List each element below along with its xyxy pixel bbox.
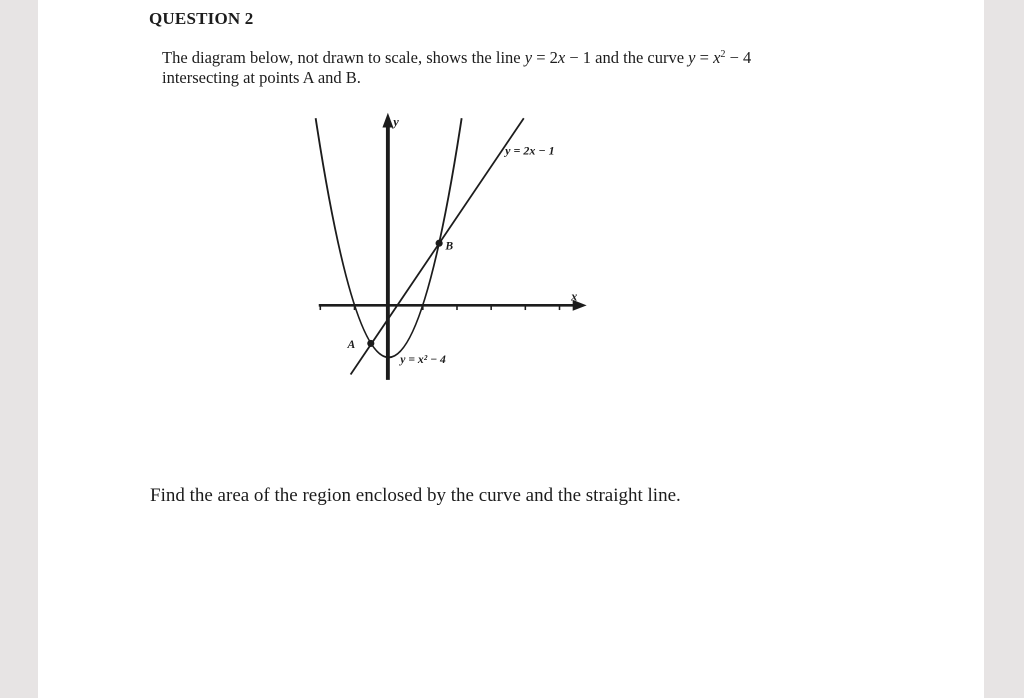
intro-line-1 <box>162 48 751 68</box>
math-var-y: y <box>524 48 533 67</box>
question-title: QUESTION 2 <box>149 9 254 28</box>
curve-equation-label: y = x² − 4 <box>400 352 446 366</box>
point-b-dot <box>436 240 443 247</box>
y-axis-label: y <box>393 114 399 129</box>
intro-text-segment: The diagram below, not drawn to scale, shows the line <box>162 48 525 67</box>
line-equation-label: y = 2x − 1 <box>505 143 555 158</box>
math-superscript-2: 2 <box>720 49 726 61</box>
figure-diagram <box>260 105 640 470</box>
y-axis-arrowhead-icon <box>382 113 393 128</box>
intro-line-2: intersecting at points A and B. <box>162 68 361 87</box>
intro-text-segment: − 1 and the curve <box>565 48 689 67</box>
point-b-label: B <box>445 239 454 253</box>
intro-text-segment: = <box>695 48 714 67</box>
x-axis <box>319 290 587 311</box>
document-page <box>38 0 984 698</box>
figure-svg <box>260 105 640 470</box>
intro-text-segment: = 2 <box>532 48 558 67</box>
y-axis <box>382 113 399 380</box>
point-a-label: A <box>347 338 356 352</box>
math-var-x: x <box>713 48 721 67</box>
point-a-dot <box>367 340 374 347</box>
intro-text-segment: − 4 <box>725 48 752 67</box>
straight-line <box>351 118 524 374</box>
x-axis-label: x <box>571 289 578 304</box>
question-prompt: Find the area of the region enclosed by the curve and the straight line. <box>150 485 681 506</box>
math-var-x: x <box>557 48 566 67</box>
math-var-y: y <box>688 48 696 67</box>
